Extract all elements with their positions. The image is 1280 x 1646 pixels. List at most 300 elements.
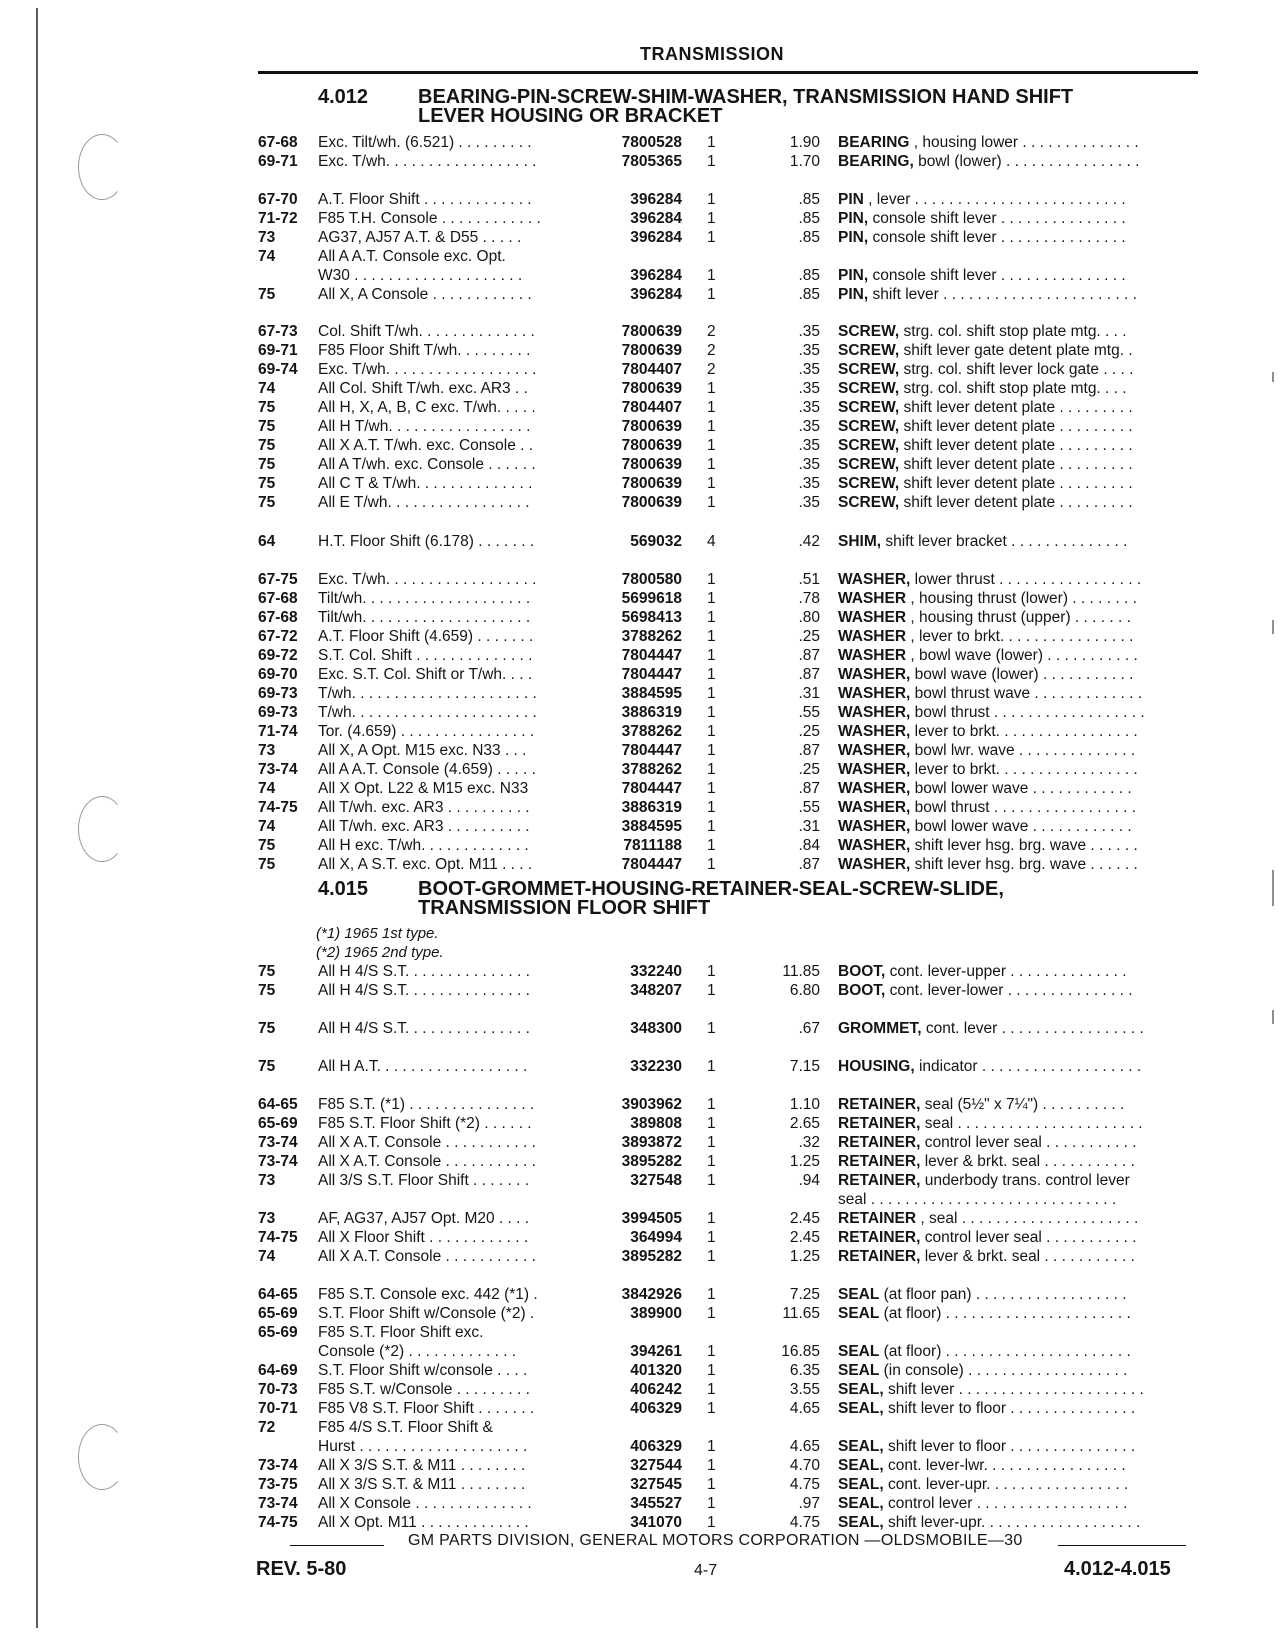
part-detail: (in console) . . . . . . . . . . . . . . . . . . .	[879, 1362, 1128, 1379]
price: .80	[798, 609, 820, 626]
part-detail: shift lever to floor . . . . . . . . . . . . . . .	[883, 1438, 1136, 1455]
parts-row	[0, 190, 1280, 209]
description	[838, 1456, 1200, 1475]
parts-row	[0, 379, 1280, 398]
quantity: 1	[707, 418, 716, 435]
part-number: 7800528	[621, 134, 682, 151]
description	[838, 1475, 1200, 1494]
price: 1.70	[789, 153, 820, 170]
part-detail: console shift lever . . . . . . . . . . . . . . .	[868, 229, 1126, 246]
description	[838, 1152, 1200, 1171]
description	[838, 1057, 1200, 1076]
part-detail: seal . . . . . . . . . . . . . . . . . . . . . .	[920, 1115, 1143, 1132]
application: S.T. Floor Shift w/console . . . .	[318, 1362, 528, 1379]
quantity: 1	[707, 380, 716, 397]
price: .35	[798, 342, 820, 359]
quantity: 1	[707, 837, 716, 854]
description	[838, 1399, 1200, 1418]
application: Exc. T/wh. . . . . . . . . . . . . . . . . .	[318, 571, 537, 588]
quantity: 1	[707, 590, 716, 607]
footer-rule-right	[1058, 1545, 1186, 1546]
description	[838, 209, 1200, 228]
price: 7.15	[789, 1058, 820, 1075]
part-detail: (at floor pan) . . . . . . . . . . . . . . . . . .	[879, 1286, 1127, 1303]
price: 2.45	[789, 1229, 820, 1246]
year-range: 73	[258, 1210, 276, 1227]
price: 11.65	[782, 1305, 820, 1322]
parts-row	[0, 455, 1280, 474]
part-name: RETAINER,	[838, 1115, 921, 1132]
footnote-type1: (*1) 1965 1st type.	[316, 925, 439, 942]
part-detail: shift lever detent plate . . . . . . . . .	[899, 399, 1133, 416]
parts-row	[0, 247, 1280, 266]
part-number: 396284	[630, 229, 682, 246]
price: .67	[798, 1020, 820, 1037]
description	[838, 190, 1200, 209]
description	[838, 455, 1200, 474]
description	[838, 722, 1200, 741]
price: .31	[798, 818, 820, 835]
part-detail: bowl thrust wave . . . . . . . . . . . . .	[910, 685, 1143, 702]
year-range: 73-74	[258, 1134, 298, 1151]
footer-rule-left	[290, 1545, 384, 1546]
parts-row	[0, 1209, 1280, 1228]
year-range: 69-73	[258, 704, 298, 721]
year-range: 75	[258, 1020, 276, 1037]
price: .94	[798, 1172, 820, 1189]
application: F85 Floor Shift T/wh. . . . . . . . .	[318, 342, 531, 359]
quantity: 2	[707, 342, 716, 359]
year-range: 75	[258, 475, 276, 492]
part-number: 396284	[630, 191, 682, 208]
part-number: 3895282	[621, 1248, 682, 1265]
parts-row	[0, 665, 1280, 684]
part-name: PIN	[838, 191, 864, 208]
description	[838, 133, 1200, 152]
parts-row	[0, 760, 1280, 779]
part-detail: cont. lever . . . . . . . . . . . . . . . . .	[921, 1020, 1144, 1037]
parts-row	[0, 1475, 1280, 1494]
part-detail: bowl lower wave . . . . . . . . . . . .	[910, 818, 1132, 835]
year-range: 75	[258, 1058, 276, 1075]
part-number: 348300	[630, 1020, 682, 1037]
price: 3.55	[789, 1381, 820, 1398]
application: All X 3/S S.T. & M11 . . . . . . . .	[318, 1476, 526, 1493]
price: .55	[798, 799, 820, 816]
price: .51	[798, 571, 820, 588]
part-detail: bowl wave (lower) . . . . . . . . . . .	[910, 666, 1134, 683]
section-heading-line2: TRANSMISSION FLOOR SHIFT	[418, 897, 711, 919]
part-name: SEAL,	[838, 1514, 884, 1531]
application: All X Console . . . . . . . . . . . . . .	[318, 1495, 532, 1512]
part-detail: bowl thrust . . . . . . . . . . . . . . . . . .	[910, 704, 1145, 721]
description	[838, 398, 1200, 417]
quantity: 1	[707, 1134, 716, 1151]
part-number: 327544	[630, 1457, 682, 1474]
part-name: BOOT,	[838, 963, 886, 980]
part-number: 327545	[630, 1476, 682, 1493]
part-number: 3842926	[621, 1286, 682, 1303]
description	[838, 1513, 1200, 1532]
price: 2.65	[789, 1115, 820, 1132]
part-detail: lever & brkt. seal . . . . . . . . . . .	[920, 1248, 1135, 1265]
year-range: 75	[258, 286, 276, 303]
quantity: 1	[707, 191, 716, 208]
parts-row	[0, 1399, 1280, 1418]
price: .42	[798, 533, 820, 550]
part-detail: shift lever-upr. . . . . . . . . . . . . . . . . . .	[883, 1514, 1141, 1531]
part-number: 3884595	[621, 818, 682, 835]
quantity: 1	[707, 818, 716, 835]
part-number: 406242	[630, 1381, 682, 1398]
part-detail: strg. col. shift stop plate mtg. . . .	[899, 380, 1127, 397]
parts-row	[0, 266, 1280, 285]
description	[838, 474, 1200, 493]
parts-row	[0, 1057, 1280, 1076]
year-range: 75	[258, 856, 276, 873]
application: All T/wh. exc. AR3 . . . . . . . . . .	[318, 799, 530, 816]
description	[838, 1171, 1200, 1190]
price: 4.70	[789, 1457, 820, 1474]
quantity: 1	[707, 628, 716, 645]
part-name: BEARING,	[838, 153, 914, 170]
part-number: 401320	[630, 1362, 682, 1379]
quantity: 1	[707, 1343, 716, 1360]
part-number: 345527	[630, 1495, 682, 1512]
quantity: 1	[707, 761, 716, 778]
part-name: SEAL,	[838, 1476, 884, 1493]
part-name: RETAINER	[838, 1210, 917, 1227]
part-name: WASHER,	[838, 685, 911, 702]
description	[838, 589, 1200, 608]
price: .35	[798, 418, 820, 435]
price: 4.65	[789, 1438, 820, 1455]
application: All X, A Opt. M15 exc. N33 . . .	[318, 742, 527, 759]
parts-row	[0, 360, 1280, 379]
parts-row	[0, 209, 1280, 228]
part-number: 332230	[630, 1058, 682, 1075]
application: All X Floor Shift . . . . . . . . . . . .	[318, 1229, 529, 1246]
part-detail: bowl lower wave . . . . . . . . . . . .	[910, 780, 1132, 797]
application: W30 . . . . . . . . . . . . . . . . . . . .	[318, 267, 523, 284]
part-detail: lever & brkt. seal . . . . . . . . . . .	[920, 1153, 1135, 1170]
quantity: 1	[707, 704, 716, 721]
part-name: RETAINER,	[838, 1229, 921, 1246]
year-range: 75	[258, 399, 276, 416]
parts-row	[0, 1437, 1280, 1456]
description	[838, 1380, 1200, 1399]
price: .85	[798, 267, 820, 284]
price: 11.85	[782, 963, 820, 980]
price: .85	[798, 229, 820, 246]
year-range: 74	[258, 248, 276, 265]
part-number: 3788262	[621, 761, 682, 778]
application: All X Opt. L22 & M15 exc. N33	[318, 780, 529, 797]
price: .97	[798, 1495, 820, 1512]
application: Exc. Tilt/wh. (6.521) . . . . . . . . .	[318, 134, 532, 151]
quantity: 1	[707, 286, 716, 303]
part-number: 5699618	[621, 590, 682, 607]
application: Tilt/wh. . . . . . . . . . . . . . . . . . . .	[318, 590, 531, 607]
part-number: 348207	[630, 982, 682, 999]
part-name: SCREW,	[838, 399, 900, 416]
price: .32	[798, 1134, 820, 1151]
quantity: 1	[707, 475, 716, 492]
quantity: 1	[707, 780, 716, 797]
year-range: 73	[258, 742, 276, 759]
application: T/wh. . . . . . . . . . . . . . . . . . . . . .	[318, 704, 537, 721]
parts-row	[0, 836, 1280, 855]
parts-row	[0, 1456, 1280, 1475]
quantity: 1	[707, 982, 716, 999]
description	[838, 1019, 1200, 1038]
part-number: 3903962	[621, 1096, 682, 1113]
price: 1.25	[789, 1153, 820, 1170]
application: Hurst . . . . . . . . . . . . . . . . . . . .	[318, 1438, 528, 1455]
parts-row	[0, 1418, 1280, 1437]
part-name: SCREW,	[838, 494, 900, 511]
description	[838, 1190, 1200, 1209]
application: All T/wh. exc. AR3 . . . . . . . . . .	[318, 818, 530, 835]
part-detail: shift lever hsg. brg. wave . . . . . .	[910, 837, 1138, 854]
parts-row	[0, 1171, 1280, 1190]
section-heading-line1: BEARING-PIN-SCREW-SHIM-WASHER, TRANSMISSION HAND SHIFT	[418, 86, 1074, 108]
part-name: WASHER	[838, 609, 907, 626]
quantity: 1	[707, 1438, 716, 1455]
part-detail: , housing lower . . . . . . . . . . . . . .	[909, 134, 1139, 151]
year-range: 73-74	[258, 1457, 298, 1474]
quantity: 1	[707, 1229, 716, 1246]
parts-row	[0, 1228, 1280, 1247]
price: .85	[798, 286, 820, 303]
part-number: 327548	[630, 1172, 682, 1189]
part-number: 7811188	[623, 837, 682, 854]
parts-row	[0, 962, 1280, 981]
part-detail: strg. col. shift stop plate mtg. . . .	[899, 323, 1127, 340]
year-range: 64-69	[258, 1362, 298, 1379]
application: Exc. S.T. Col. Shift or T/wh. . . .	[318, 666, 533, 683]
description	[838, 570, 1200, 589]
description	[838, 379, 1200, 398]
application: All X 3/S S.T. & M11 . . . . . . . .	[318, 1457, 526, 1474]
year-range: 74	[258, 1248, 276, 1265]
quantity: 1	[707, 1210, 716, 1227]
part-detail: control lever seal . . . . . . . . . . .	[920, 1134, 1137, 1151]
description	[838, 1437, 1200, 1456]
application: All A A.T. Console (4.659) . . . . .	[318, 761, 536, 778]
part-detail: lower thrust . . . . . . . . . . . . . . . . .	[910, 571, 1142, 588]
quantity: 1	[707, 723, 716, 740]
parts-row	[0, 646, 1280, 665]
parts-row	[0, 1342, 1280, 1361]
quantity: 1	[707, 856, 716, 873]
application: Exc. T/wh. . . . . . . . . . . . . . . . . .	[318, 153, 537, 170]
footer-corporation: GM PARTS DIVISION, GENERAL MOTORS CORPORATION —OLDSMOBILE—30	[408, 1532, 1023, 1549]
parts-row	[0, 1247, 1280, 1266]
part-detail: shift lever detent plate . . . . . . . . .	[899, 494, 1133, 511]
part-name: WASHER,	[838, 799, 911, 816]
parts-row	[0, 436, 1280, 455]
application: All X A.T. Console . . . . . . . . . . .	[318, 1248, 536, 1265]
price: .31	[798, 685, 820, 702]
quantity: 1	[707, 799, 716, 816]
description	[838, 646, 1200, 665]
year-range: 70-71	[258, 1400, 298, 1417]
description	[838, 532, 1200, 551]
year-range: 74-75	[258, 799, 298, 816]
part-number: 396284	[630, 210, 682, 227]
part-name: WASHER	[838, 628, 907, 645]
part-name: RETAINER,	[838, 1096, 921, 1113]
part-number: 7804447	[621, 856, 682, 873]
part-name: WASHER,	[838, 704, 911, 721]
description	[838, 360, 1200, 379]
year-range: 65-69	[258, 1115, 298, 1132]
parts-row	[0, 779, 1280, 798]
part-number: 406329	[630, 1438, 682, 1455]
year-range: 64-65	[258, 1286, 298, 1303]
section-number: 4.015	[318, 878, 369, 900]
quantity: 1	[707, 1096, 716, 1113]
part-name: WASHER,	[838, 723, 911, 740]
quantity: 1	[707, 647, 716, 664]
price: 1.90	[789, 134, 820, 151]
application: All C T & T/wh. . . . . . . . . . . . . .	[318, 475, 533, 492]
part-detail: underbody trans. control lever	[920, 1172, 1130, 1189]
application: All H 4/S S.T. . . . . . . . . . . . . . .	[318, 982, 530, 999]
part-name: PIN,	[838, 229, 869, 246]
scan-mark	[1272, 870, 1274, 906]
price: .55	[798, 704, 820, 721]
price: 6.80	[789, 982, 820, 999]
year-range: 75	[258, 437, 276, 454]
application: All H 4/S S.T. . . . . . . . . . . . . . .	[318, 963, 530, 980]
part-name: PIN,	[838, 210, 869, 227]
description	[838, 627, 1200, 646]
parts-row	[0, 798, 1280, 817]
price: .35	[798, 399, 820, 416]
description	[838, 981, 1200, 1000]
price: 16.85	[781, 1343, 820, 1360]
application: All X A.T. Console . . . . . . . . . . .	[318, 1153, 536, 1170]
parts-row	[0, 608, 1280, 627]
part-name: SHIM,	[838, 533, 882, 550]
year-range: 73-74	[258, 1495, 298, 1512]
part-number: 7800639	[621, 475, 682, 492]
application: A.T. Floor Shift (4.659) . . . . . . .	[318, 628, 534, 645]
price: .35	[798, 437, 820, 454]
year-range: 74-75	[258, 1514, 298, 1531]
description	[838, 1247, 1200, 1266]
description	[838, 1361, 1200, 1380]
description	[838, 1342, 1200, 1361]
section-title-4015	[318, 880, 1004, 918]
description	[838, 341, 1200, 360]
part-number: 569032	[630, 533, 682, 550]
part-number: 364994	[630, 1229, 682, 1246]
year-range: 72	[258, 1419, 276, 1436]
part-detail: , bowl wave (lower) . . . . . . . . . . .	[906, 647, 1138, 664]
parts-row	[0, 152, 1280, 171]
application: All X A.T. T/wh. exc. Console . .	[318, 437, 534, 454]
parts-row	[0, 1285, 1280, 1304]
parts-row	[0, 855, 1280, 874]
parts-row	[0, 417, 1280, 436]
part-number: 7804407	[621, 399, 682, 416]
part-name: PIN,	[838, 286, 869, 303]
part-name: WASHER,	[838, 666, 911, 683]
year-range: 75	[258, 837, 276, 854]
part-number: 5698413	[621, 609, 682, 626]
part-detail: seal . . . . . . . . . . . . . . . . . . . . . . . . . . . . .	[838, 1191, 1117, 1208]
quantity: 1	[707, 666, 716, 683]
part-number: 332240	[630, 963, 682, 980]
part-name: SCREW,	[838, 323, 900, 340]
price: 4.65	[789, 1400, 820, 1417]
parts-row	[0, 981, 1280, 1000]
part-name: SCREW,	[838, 342, 900, 359]
part-detail: lever to brkt. . . . . . . . . . . . . . . . .	[910, 761, 1138, 778]
parts-row	[0, 741, 1280, 760]
year-range: 75	[258, 456, 276, 473]
part-detail: cont. lever-upr. . . . . . . . . . . . . . . . .	[883, 1476, 1129, 1493]
price: .87	[798, 780, 820, 797]
application: F85 V8 S.T. Floor Shift . . . . . . .	[318, 1400, 535, 1417]
year-range: 65-69	[258, 1324, 298, 1341]
year-range: 69-71	[258, 153, 298, 170]
application: All A A.T. Console exc. Opt.	[318, 248, 506, 265]
section-title-4012	[318, 88, 1073, 126]
part-detail: bowl thrust . . . . . . . . . . . . . . . . .	[910, 799, 1137, 816]
parts-row	[0, 398, 1280, 417]
quantity: 1	[707, 1153, 716, 1170]
part-name: WASHER	[838, 647, 907, 664]
part-name: WASHER,	[838, 761, 911, 778]
application: All X, A S.T. exc. Opt. M11 . . . .	[318, 856, 533, 873]
parts-row	[0, 1114, 1280, 1133]
quantity: 1	[707, 1476, 716, 1493]
application: All H T/wh. . . . . . . . . . . . . . . . .	[318, 418, 531, 435]
part-detail: bowl lwr. wave . . . . . . . . . . . . . .	[910, 742, 1136, 759]
year-range: 69-74	[258, 361, 298, 378]
parts-row	[0, 703, 1280, 722]
price: .87	[798, 742, 820, 759]
part-number: 7800639	[621, 323, 682, 340]
description	[838, 703, 1200, 722]
revision-label: REV. 5-80	[256, 1558, 347, 1580]
parts-row	[0, 322, 1280, 341]
part-name: SCREW,	[838, 361, 900, 378]
quantity: 1	[707, 685, 716, 702]
quantity: 1	[707, 229, 716, 246]
year-range: 75	[258, 982, 276, 999]
application: F85 S.T. (*1) . . . . . . . . . . . . . . .	[318, 1096, 535, 1113]
part-name: WASHER,	[838, 818, 911, 835]
part-name: SEAL,	[838, 1381, 884, 1398]
price: .87	[798, 856, 820, 873]
part-detail: lever to brkt. . . . . . . . . . . . . . . . .	[910, 723, 1138, 740]
price: 6.35	[789, 1362, 820, 1379]
parts-row	[0, 1152, 1280, 1171]
price: 7.25	[789, 1286, 820, 1303]
application: All H A.T. . . . . . . . . . . . . . . . . .	[318, 1058, 528, 1075]
part-number: 3788262	[621, 723, 682, 740]
description	[838, 1095, 1200, 1114]
year-range: 74	[258, 780, 276, 797]
part-number: 394261	[630, 1343, 682, 1360]
part-detail: strg. col. shift lever lock gate . . . .	[899, 361, 1134, 378]
part-detail: shift lever hsg. brg. wave . . . . . .	[910, 856, 1138, 873]
